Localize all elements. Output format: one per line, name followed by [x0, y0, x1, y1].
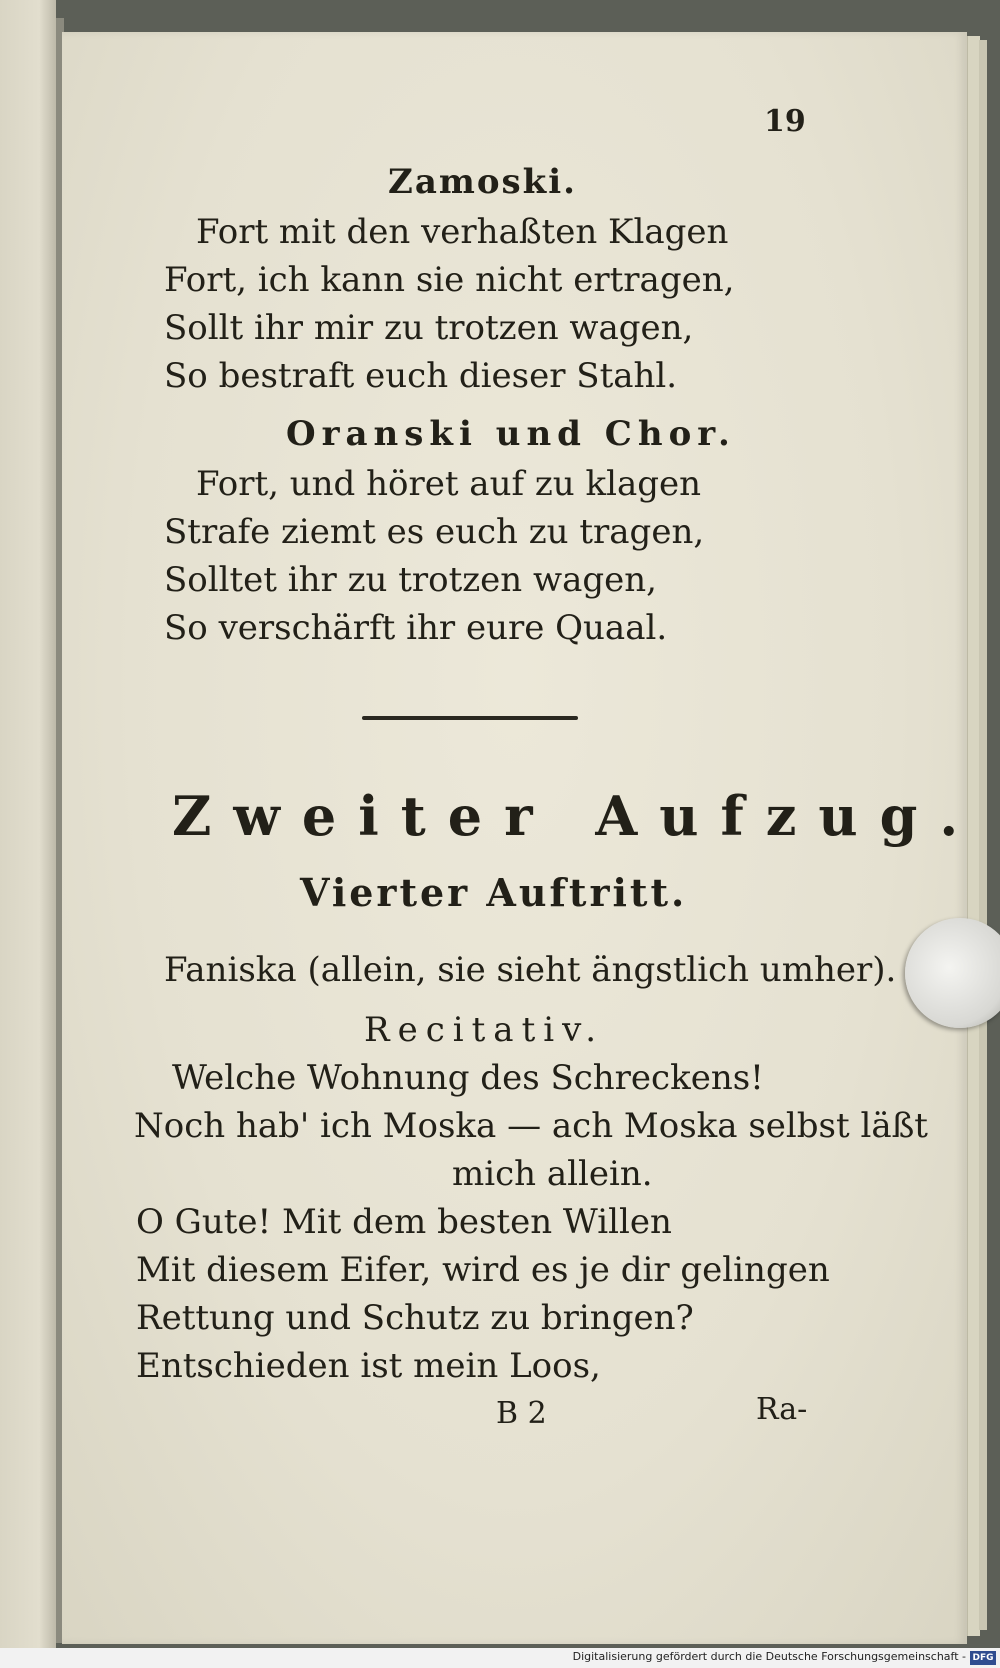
verse-line: Rettung und Schutz zu bringen? [136, 1298, 694, 1338]
verse-line: Sollt ihr mir zu trotzen wagen, [164, 308, 694, 348]
page-number: 19 [764, 104, 806, 139]
verse-line: Solltet ihr zu trotzen wagen, [164, 560, 657, 600]
verse-line: Strafe ziemt es euch zu tragen, [164, 512, 705, 552]
verse-line: So bestraft euch dieser Stahl. [164, 356, 678, 396]
verse-line: Entschieden ist mein Loos, [136, 1346, 601, 1386]
verse-line: O Gute! Mit dem besten Willen [136, 1202, 672, 1242]
verse-line: Welche Wohnung des Schreckens! [172, 1058, 764, 1098]
verse-line: mich allein. [452, 1154, 653, 1194]
catchword: Ra- [756, 1392, 808, 1427]
stage-direction: Faniska (allein, sie sieht ängstlich umher). [164, 950, 897, 990]
section-divider [362, 716, 578, 720]
verse-line: So verschärft ihr eure Quaal. [164, 608, 668, 648]
verse-line: Fort, und höret auf zu klagen [196, 464, 702, 504]
speaker-oranski-chor: Oranski und Chor. [286, 414, 736, 454]
footer-credit: Digitalisierung gefördert durch die Deutsche Forschungsgemeinschaft - [572, 1650, 966, 1663]
speaker-zamoski: Zamoski. [388, 162, 577, 202]
verse-line: Fort, ich kann sie nicht ertragen, [164, 260, 735, 300]
verse-line: Fort mit den verhaßten Klagen [196, 212, 729, 252]
recitative-label: Recitativ. [364, 1010, 605, 1050]
verse-line: Noch hab' ich Moska — ach Moska selbst läßt [134, 1106, 928, 1146]
facing-page-edge [0, 0, 56, 1648]
signature-mark: B 2 [496, 1396, 547, 1431]
verse-line: Mit diesem Eifer, wird es je dir gelingen [136, 1250, 830, 1290]
dfg-logo-icon: DFG [970, 1651, 996, 1665]
scene-heading: Vierter Auftritt. [300, 870, 688, 915]
act-heading: Zweiter Aufzug. [172, 784, 981, 848]
